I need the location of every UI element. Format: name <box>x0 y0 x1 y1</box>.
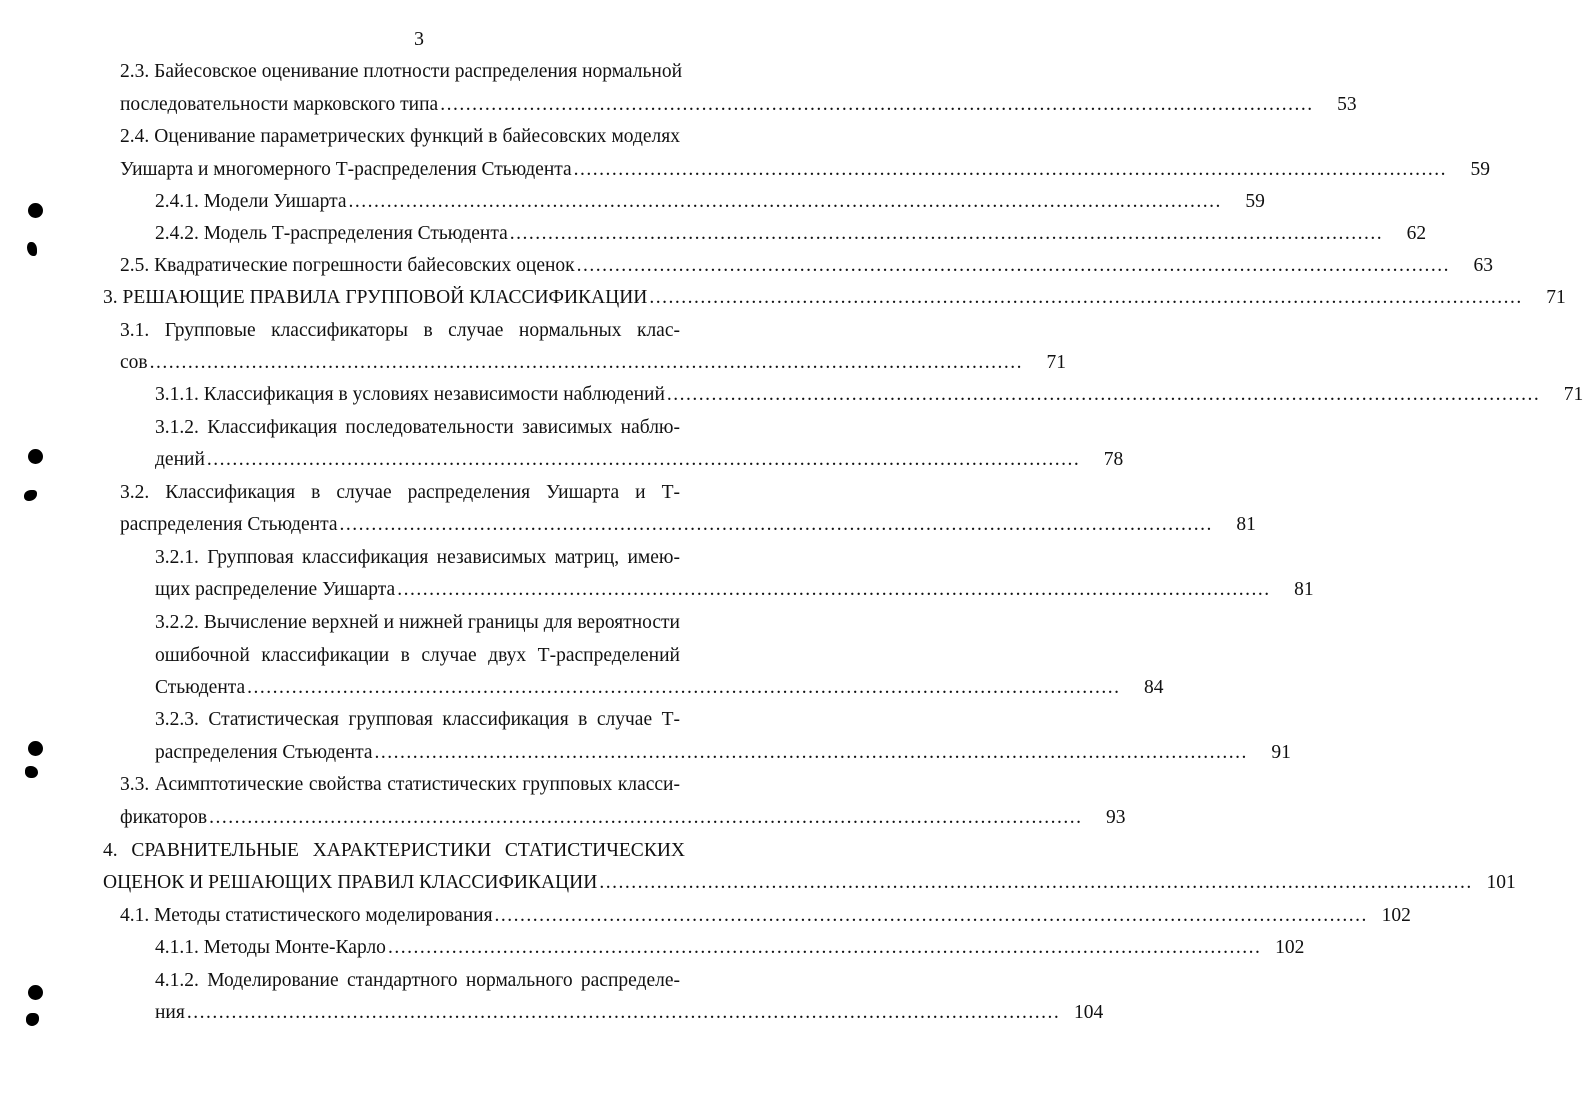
scan-artifact <box>27 242 37 256</box>
toc-entry-2-4-line1: 2.4. Оценивание параметрических функций в байесовских моделях <box>120 126 680 147</box>
toc-entry-2-3-line2: последовательности марковского типа <box>120 94 439 115</box>
toc-entry-3-1[interactable] <box>120 346 1066 379</box>
toc-entry-3-2-line1: 3.2. Классификация в случае распределения Уишарта и Т- <box>120 482 680 503</box>
binding-hole-mark <box>28 741 43 756</box>
toc-entry-4-1-2-line2: ния <box>155 1002 185 1023</box>
dot-leader: ......................................................................................................................................... <box>348 191 1222 212</box>
dot-leader: ......................................................................................................................................... <box>149 352 1023 373</box>
toc-entry-3-2-2-line2: ошибочной классификации в случае двух Т-распределений <box>155 645 680 666</box>
dot-leader: ......................................................................................................................................... <box>494 905 1368 926</box>
toc-entry-3[interactable] <box>103 281 1566 314</box>
toc-entry-3-1-line2: сов <box>120 352 148 373</box>
toc-entry-3-1-2-page: 78 <box>1103 449 1124 470</box>
toc-entry-3-2-1-line1: 3.2.1. Групповая классификация независимых матриц, имею- <box>155 547 680 568</box>
binding-hole-mark <box>28 985 43 1000</box>
dot-leader: ......................................................................................................................................... <box>440 94 1314 115</box>
toc-entry-4-1-1[interactable] <box>155 931 1305 964</box>
toc-entry-3-3-page: 93 <box>1106 807 1126 828</box>
toc-entry-3-title: 3. РЕШАЮЩИЕ ПРАВИЛА ГРУППОВОЙ КЛАССИФИКАЦИИ <box>103 287 648 308</box>
toc-entry-4-1-1-page: 102 <box>1275 937 1305 958</box>
toc-entry-2-4[interactable] <box>120 153 1491 186</box>
toc-entry-3-1-2-line2: дений <box>155 449 205 470</box>
toc-entry-3-2-3-page: 91 <box>1271 742 1291 763</box>
toc-entry-2-4-page: 59 <box>1470 159 1491 180</box>
toc-entry-2-4-2-page: 62 <box>1406 223 1427 244</box>
dot-leader: ......................................................................................................................................... <box>666 384 1541 405</box>
toc-entry-4-1-1-title: 4.1.1. Методы Монте-Карло <box>155 937 386 958</box>
toc-entry-3-1-line1: 3.1. Групповые классификаторы в случае нормальных клас- <box>120 320 680 341</box>
toc-entry-4-page: 101 <box>1486 872 1516 893</box>
toc-entry-4-line2: ОЦЕНОК И РЕШАЮЩИХ ПРАВИЛ КЛАССИФИКАЦИИ <box>103 872 598 893</box>
toc-entry-2-4-1-page: 59 <box>1245 191 1265 212</box>
toc-entry-4-1-title: 4.1. Методы статистического моделирования <box>120 905 493 926</box>
dot-leader: ......................................................................................................................................... <box>206 449 1081 470</box>
toc-entry-2-5-page: 63 <box>1473 255 1494 276</box>
toc-entry-3-2-3-line2: распределения Стьюдента <box>155 742 373 763</box>
binding-hole-mark <box>28 449 43 464</box>
toc-entry-4[interactable] <box>103 866 1516 899</box>
dot-leader: ......................................................................................................................................... <box>509 223 1384 244</box>
scan-artifact <box>26 1013 39 1026</box>
toc-entry-2-3-line1: 2.3. Байесовское оценивание плотности распределения нормальной <box>120 61 683 82</box>
toc-entry-3-2-2-line1: 3.2.2. Вычисление верхней и нижней границы для вероятности <box>155 612 680 633</box>
toc-entry-3-3[interactable] <box>120 801 1126 834</box>
dot-leader: ......................................................................................................................................... <box>339 514 1213 535</box>
scan-artifact <box>24 490 37 501</box>
dot-leader: ......................................................................................................................................... <box>649 287 1523 308</box>
toc-entry-3-2-line2: распределения Стьюдента <box>120 514 338 535</box>
toc-entry-3-2-1[interactable] <box>155 573 1314 606</box>
dot-leader: ......................................................................................................................................... <box>247 677 1121 698</box>
toc-entry-4-1-page: 102 <box>1381 905 1411 926</box>
toc-entry-3-1-1[interactable] <box>155 378 1583 411</box>
toc-entry-4-1-2[interactable] <box>155 996 1104 1029</box>
toc-entry-3-1-page: 71 <box>1046 352 1066 373</box>
toc-entry-3-2-2[interactable] <box>155 671 1164 704</box>
dot-leader: ......................................................................................................................................... <box>573 159 1448 180</box>
toc-entry-4-line1: 4. СРАВНИТЕЛЬНЫЕ ХАРАКТЕРИСТИКИ СТАТИСТИЧЕСКИХ <box>103 840 685 861</box>
toc-entry-3-3-line2: фикаторов <box>120 807 208 828</box>
toc-entry-3-2-2-page: 84 <box>1144 677 1164 698</box>
dot-leader: ......................................................................................................................................... <box>186 1002 1061 1023</box>
toc-entry-3-2-2-line3: Стьюдента <box>155 677 246 698</box>
toc-entry-2-4-2-title: 2.4.2. Модель Т-распределения Стьюдента <box>155 223 508 244</box>
toc-entry-2-4-1-title: 2.4.1. Модели Уишарта <box>155 191 347 212</box>
toc-entry-3-2-1-page: 81 <box>1294 579 1314 600</box>
toc-entry-3-1-2-line1: 3.1.2. Классификация последовательности зависимых наблю- <box>155 417 680 438</box>
toc-entry-2-3-page: 53 <box>1337 94 1357 115</box>
toc-entry-2-5-title: 2.5. Квадратические погрешности байесовских оценок <box>120 255 575 276</box>
toc-entry-3-1-1-page: 71 <box>1563 384 1583 405</box>
toc-entry-3-2-3-line1: 3.2.3. Статистическая групповая классификация в случае Т- <box>155 709 680 730</box>
dot-leader: ......................................................................................................................................... <box>374 742 1248 763</box>
toc-entry-2-5[interactable] <box>120 249 1494 282</box>
toc-entry-4-1-2-line1: 4.1.2. Моделирование стандартного нормального распределе- <box>155 970 680 991</box>
toc-entry-2-3[interactable] <box>120 88 1357 121</box>
toc-entry-3-2-3[interactable] <box>155 736 1291 769</box>
toc-entry-3-2[interactable] <box>120 508 1256 541</box>
dot-leader: ......................................................................................................................................... <box>397 579 1271 600</box>
dot-leader: ......................................................................................................................................... <box>387 937 1262 958</box>
toc-entry-2-4-line2: Уишарта и многомерного Т-распределения Стьюдента <box>120 159 572 180</box>
dot-leader: ......................................................................................................................................... <box>576 255 1451 276</box>
dot-leader: ......................................................................................................................................... <box>599 872 1473 893</box>
toc-entry-4-1-2-page: 104 <box>1073 1002 1104 1023</box>
toc-entry-3-2-1-line2: щих распределение Уишарта <box>155 579 396 600</box>
toc-entry-2-4-2[interactable] <box>155 217 1427 250</box>
toc-entry-3-3-line1: 3.3. Асимптотические свойства статистических групповых класси- <box>120 774 680 795</box>
toc-entry-4-1[interactable] <box>120 899 1411 932</box>
dot-leader: ......................................................................................................................................... <box>209 807 1083 828</box>
binding-hole-mark <box>28 203 43 218</box>
toc-entry-3-page: 71 <box>1546 287 1566 308</box>
toc-entry-3-1-1-title: 3.1.1. Классификация в условиях независимости наблюдений <box>155 384 665 405</box>
toc-entry-3-2-page: 81 <box>1236 514 1256 535</box>
toc-entry-2-4-1[interactable] <box>155 185 1265 218</box>
page-number: 3 <box>414 28 424 50</box>
scan-artifact <box>25 766 38 778</box>
toc-entry-3-1-2[interactable] <box>155 443 1124 476</box>
